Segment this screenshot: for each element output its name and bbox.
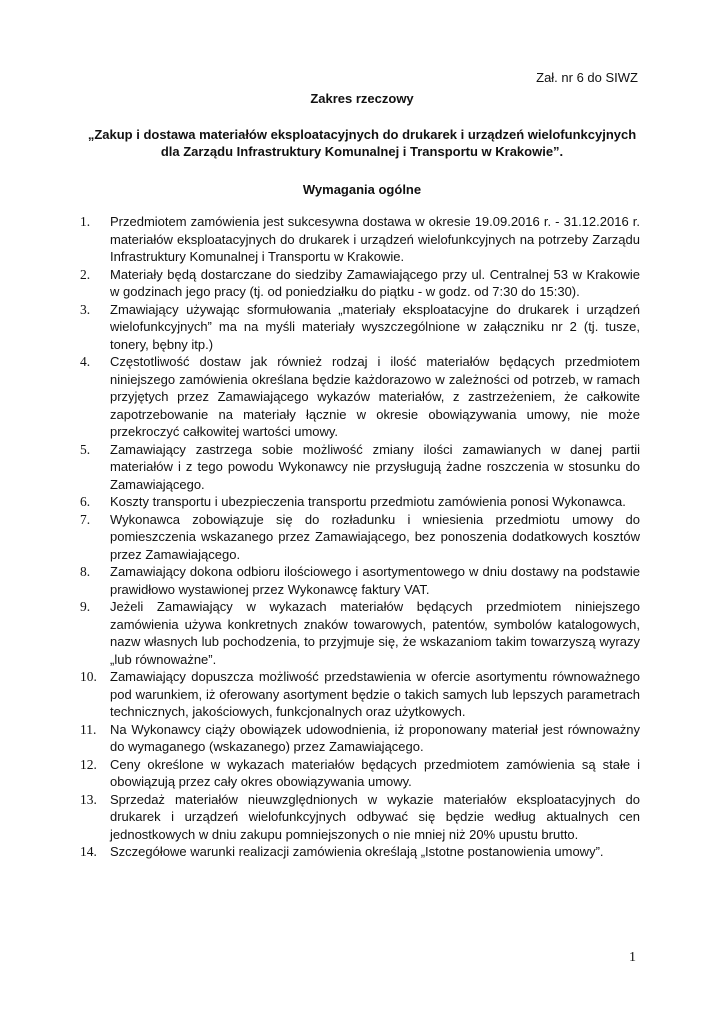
requirement-number: 5. bbox=[80, 441, 91, 457]
requirement-item bbox=[80, 213, 640, 266]
requirements-list bbox=[80, 213, 640, 861]
requirement-text: Wykonawca zobowiązuje się do rozładunku i wniesienia przedmiotu umowy do pomieszczenia wskazanego przez Zamawiającego, bez ponoszenia dodatkowych kosztów przez Zamawiającego. bbox=[110, 511, 640, 562]
document-title-line-2: dla Zarządu Infrastruktury Komunalnej i Transportu w Krakowie”. bbox=[160, 144, 564, 159]
requirement-item bbox=[80, 441, 640, 494]
requirement-item bbox=[80, 563, 640, 598]
requirement-text: Jeżeli Zamawiający w wykazach materiałów będących przedmiotem niniejszego zamówienia używa konkretnych znaków towarowych, patentów, symbolów katalogowych, nazw własnych lub pochodzenia, to przyjmuje się, że wskazaniom takim towarzyszą wyrazy „lub równoważne”. bbox=[110, 599, 640, 667]
requirement-item bbox=[80, 511, 640, 564]
document-title-line-1: „Zakup i dostawa materiałów eksploatacyjnych do drukarek i urządzeń wielofunkcyjnych bbox=[87, 127, 637, 142]
requirement-number: 13. bbox=[80, 791, 97, 807]
requirement-text: Ceny określone w wykazach materiałów będących przedmiotem zamówienia są stałe i obowiązują przez cały okres obowiązywania umowy. bbox=[110, 756, 640, 789]
requirement-number: 10. bbox=[80, 669, 97, 684]
requirement-item bbox=[80, 668, 640, 721]
requirement-item bbox=[80, 493, 640, 511]
requirement-number: 9. bbox=[80, 599, 91, 614]
requirement-text: Koszty transportu i ubezpieczenia transportu przedmiotu zamówienia ponosi Wykonawca. bbox=[110, 494, 626, 509]
requirement-text: Przedmiotem zamówienia jest sukcesywna dostawa w okresie 19.09.2016 r. - 31.12.2016 r. materiałów eksploatacyjnych do drukarek i urządzeń wielofunkcyjnych na potrzeby Zarządu Infrastruktury Komunalnej i Transportu w Krakowie. bbox=[110, 214, 640, 264]
attachment-label: Zał. nr 6 do SIWZ bbox=[536, 70, 638, 85]
requirement-number: 11. bbox=[80, 721, 97, 737]
requirement-text: Zamawiający dokona odbioru ilościowego i asortymentowego w dniu dostawy na podstawie prawidłowo wystawionej przez Wykonawcę faktury VAT. bbox=[110, 564, 640, 597]
requirement-item bbox=[80, 353, 640, 441]
requirement-text: Szczegółowe warunki realizacji zamówienia określają „Istotne postanowienia umowy”. bbox=[110, 844, 604, 859]
requirement-number: 4. bbox=[80, 354, 91, 369]
requirement-text: Zamawiający dopuszcza możliwość przedstawienia w ofercie asortymentu równoważnego pod warunkiem, iż oferowany asortyment będzie o takich samych lub lepszych parametrach technicznych, jakościowych, funkcjonalnych oraz użytkowych. bbox=[110, 669, 640, 719]
requirement-text: Na Wykonawcy ciąży obowiązek udowodnienia, iż proponowany materiał jest równoważny do wymaganego (wskazanego) przez Zamawiającego. bbox=[110, 721, 640, 754]
document-title bbox=[0, 126, 724, 160]
requirement-item bbox=[80, 843, 640, 861]
requirement-number: 7. bbox=[80, 511, 91, 527]
general-requirements-heading: Wymagania ogólne bbox=[302, 182, 422, 197]
requirement-item bbox=[80, 791, 640, 844]
requirement-number: 2. bbox=[80, 266, 91, 282]
requirement-number: 12. bbox=[80, 756, 97, 772]
requirement-item bbox=[80, 301, 640, 354]
requirement-item bbox=[80, 598, 640, 668]
requirement-item bbox=[80, 266, 640, 301]
scope-heading: Zakres rzeczowy bbox=[310, 91, 414, 106]
requirement-text: Zamawiający zastrzega sobie możliwość zmiany ilości zamawianych w danej partii materiałów i z tego powodu Wykonawcy nie przysługują żadne roszczenia w stosunku do Zamawiającego. bbox=[110, 441, 640, 492]
requirement-number: 14. bbox=[80, 844, 97, 859]
requirement-text: Sprzedaż materiałów nieuwzględnionych w wykazie materiałów eksploatacyjnych do drukarek i urządzeń wielofunkcyjnych odbywać się będzie według aktualnych cen jednostkowych w dniu zakupu pomniejszonych o nie mniej niż 20% upustu brutto. bbox=[110, 791, 640, 842]
requirement-text: Materiały będą dostarczane do siedziby Zamawiającego przy ul. Centralnej 53 w Krakowie w godzinach jego pracy (tj. od poniedziałku do piątku - w godz. od 7:30 do 15:30). bbox=[110, 266, 640, 299]
requirement-number: 8. bbox=[80, 564, 91, 579]
requirement-item bbox=[80, 721, 640, 756]
requirement-item bbox=[80, 756, 640, 791]
requirement-number: 6. bbox=[80, 494, 91, 509]
page-number: 1 bbox=[629, 950, 636, 965]
requirement-number: 1. bbox=[80, 214, 91, 229]
requirement-number: 3. bbox=[80, 301, 91, 317]
requirement-text: Częstotliwość dostaw jak również rodzaj i ilość materiałów będących przedmiotem niniejszego zamówienia określana będzie każdorazowo w zależności od potrzeb, w ramach przyjętych przez Zamawiającego wykazów materiałów, z zastrzeżeniem, że całkowite zapotrzebowanie na materiały łącznie w okresie obowiązywania umowy, nie może przekroczyć całkowitej wartości umowy. bbox=[110, 354, 640, 439]
requirement-text: Zmawiający używając sformułowania „materiały eksploatacyjne do drukarek i urządzeń wielofunkcyjnych” ma na myśli materiały wyszczególnione w załączniku nr 2 (tj. tusze, tonery, bębny itp.) bbox=[110, 301, 640, 352]
